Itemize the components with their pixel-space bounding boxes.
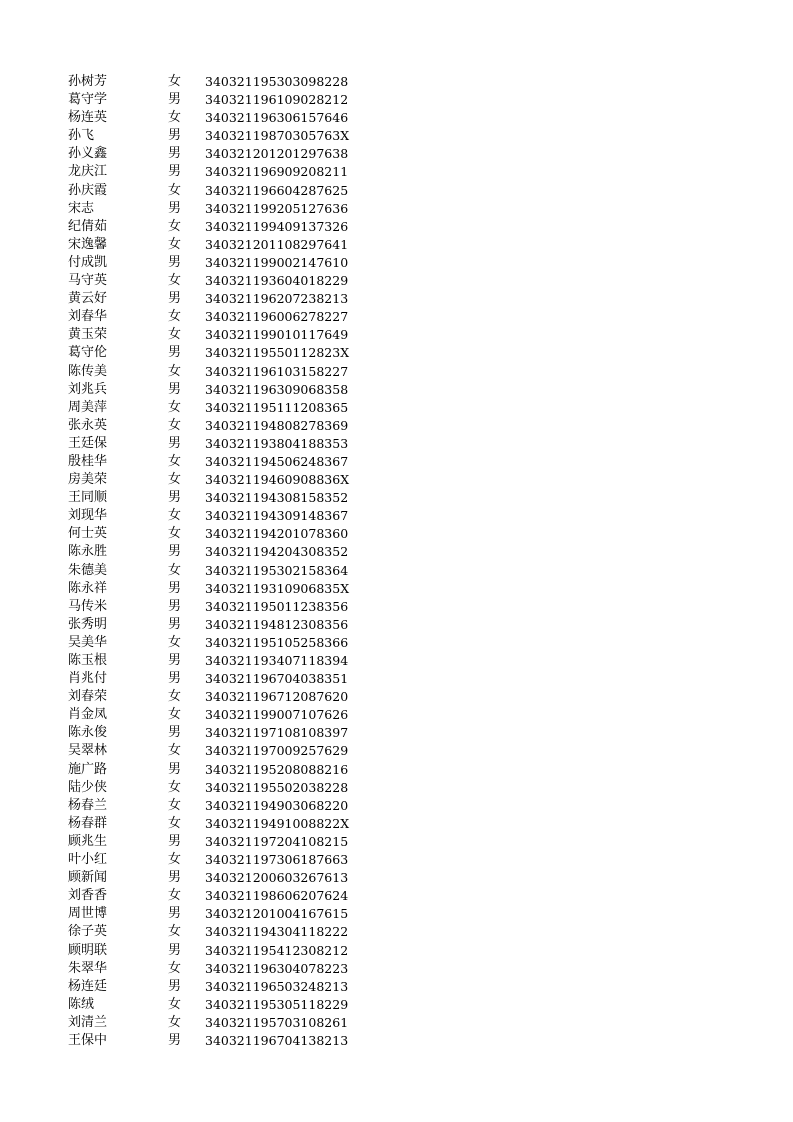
person-id-number: 340321195305118229: [205, 996, 349, 1012]
person-sex: 女: [168, 236, 182, 252]
person-sex: 女: [168, 309, 182, 325]
person-sex: 女: [168, 218, 182, 234]
list-item: [0, 236, 793, 254]
person-name: 施广路: [68, 761, 108, 777]
person-sex: 女: [168, 562, 182, 578]
person-sex: 男: [168, 200, 182, 216]
list-item: [0, 688, 793, 706]
person-id-number: 34032119870305763X: [205, 128, 350, 144]
list-item: [0, 1032, 793, 1050]
list-item: [0, 109, 793, 127]
person-id-number: 340321194308158352: [205, 490, 349, 506]
person-name: 周美萍: [68, 399, 108, 415]
person-name: 朱德美: [68, 562, 108, 578]
person-sex: 男: [168, 598, 182, 614]
person-sex: 男: [168, 381, 182, 397]
person-id-number: 340321201108297641: [205, 236, 349, 252]
person-name: 王廷保: [68, 435, 108, 451]
list-item: [0, 507, 793, 525]
person-sex: 男: [168, 725, 182, 741]
person-name: 周世博: [68, 906, 108, 922]
person-sex: 女: [168, 797, 182, 813]
person-sex: 男: [168, 616, 182, 632]
person-id-number: 340321200603267613: [205, 870, 349, 886]
list-item: [0, 543, 793, 561]
person-id-number: 340321196704038351: [205, 671, 349, 687]
person-id-number: 34032119491008822X: [205, 815, 350, 831]
person-sex: 女: [168, 815, 182, 831]
person-sex: 男: [168, 164, 182, 180]
person-name: 孙树芳: [68, 74, 108, 89]
person-name: 付成凯: [68, 254, 108, 270]
person-sex: 女: [168, 74, 182, 89]
person-sex: 女: [168, 417, 182, 433]
person-name: 陈绒: [68, 996, 95, 1012]
person-id-number: 340321199409137326: [205, 218, 349, 234]
person-name: 房美荣: [68, 472, 108, 488]
person-name: 葛守学: [68, 92, 108, 108]
list-item: [0, 435, 793, 453]
list-item: [0, 417, 793, 435]
person-id-number: 340321195412308212: [205, 942, 349, 958]
person-sex: 女: [168, 707, 182, 723]
person-id-number: 340321196309068358: [205, 381, 349, 397]
person-sex: 男: [168, 870, 182, 886]
person-name: 孙义鑫: [68, 146, 108, 162]
list-item: [0, 652, 793, 670]
list-item: [0, 869, 793, 887]
person-name: 黄云好: [68, 291, 108, 307]
person-sex: 男: [168, 490, 182, 506]
person-sex: 男: [168, 906, 182, 922]
list-item: [0, 761, 793, 779]
person-id-number: 340321197009257629: [205, 743, 349, 759]
person-sex: 女: [168, 888, 182, 904]
person-id-number: 340321194309148367: [205, 508, 349, 524]
list-item: [0, 308, 793, 326]
list-item: [0, 797, 793, 815]
list-item: [0, 326, 793, 344]
person-id-number: 340321195703108261: [205, 1014, 349, 1030]
person-name: 刘现华: [68, 508, 108, 524]
person-name: 陆少侠: [68, 779, 108, 795]
list-item: [0, 489, 793, 507]
list-item: [0, 363, 793, 381]
person-sex: 男: [168, 833, 182, 849]
person-name: 宋逸馨: [68, 236, 108, 252]
list-item: [0, 218, 793, 236]
person-sex: 女: [168, 1014, 182, 1030]
list-item: [0, 399, 793, 417]
person-id-number: 340321193407118394: [205, 653, 349, 668]
person-name: 徐子英: [68, 924, 108, 940]
name-list-sheet: [0, 73, 793, 1050]
person-id-number: 340321196604287625: [205, 182, 349, 198]
list-item: [0, 91, 793, 109]
person-name: 陈永祥: [68, 580, 108, 596]
list-item: [0, 453, 793, 471]
person-name: 马传米: [68, 598, 108, 614]
person-sex: 女: [168, 743, 182, 759]
person-sex: 女: [168, 634, 182, 650]
person-sex: 女: [168, 327, 182, 343]
person-name: 杨春兰: [68, 797, 108, 813]
person-sex: 男: [168, 978, 182, 994]
person-sex: 男: [168, 291, 182, 307]
person-sex: 女: [168, 960, 182, 976]
person-name: 孙飞: [68, 128, 95, 144]
person-id-number: 340321197108108397: [205, 725, 349, 741]
person-name: 肖兆付: [68, 671, 108, 687]
person-name: 吴翠林: [68, 743, 108, 759]
person-id-number: 340321199002147610: [205, 254, 349, 270]
list-item: [0, 127, 793, 145]
list-item: [0, 851, 793, 869]
person-name: 孙庆霞: [68, 182, 108, 198]
person-name: 刘清兰: [68, 1014, 108, 1030]
person-sex: 女: [168, 508, 182, 524]
person-name: 马守英: [68, 273, 108, 289]
person-id-number: 340321196207238213: [205, 291, 349, 307]
person-name: 张秀明: [68, 616, 108, 632]
person-sex: 男: [168, 345, 182, 361]
person-sex: 男: [168, 92, 182, 108]
person-name: 黄玉荣: [68, 327, 108, 343]
person-id-number: 340321195011238356: [205, 598, 349, 614]
person-id-number: 340321194812308356: [205, 616, 349, 632]
person-name: 殷桂华: [68, 453, 108, 469]
list-item: [0, 706, 793, 724]
person-sex: 女: [168, 689, 182, 705]
person-name: 吴美华: [68, 634, 108, 650]
person-id-number: 340321199010117649: [205, 327, 349, 343]
list-item: [0, 471, 793, 489]
list-item: [0, 923, 793, 941]
list-item: [0, 381, 793, 399]
person-name: 顾明联: [68, 942, 108, 958]
person-id-number: 340321196712087620: [205, 689, 349, 705]
person-sex: 女: [168, 526, 182, 542]
list-item: [0, 724, 793, 742]
person-id-number: 340321193804188353: [205, 435, 349, 451]
person-name: 王同顺: [68, 490, 108, 506]
person-id-number: 340321196503248213: [205, 978, 349, 994]
person-id-number: 340321194201078360: [205, 526, 349, 542]
person-name: 陈玉根: [68, 653, 108, 668]
person-id-number: 340321196103158227: [205, 363, 349, 379]
person-id-number: 340321196704138213: [205, 1032, 349, 1048]
list-item: [0, 670, 793, 688]
person-id-number: 340321196909208211: [205, 164, 349, 180]
person-name: 张永英: [68, 417, 108, 433]
person-id-number: 340321195502038228: [205, 779, 349, 795]
person-id-number: 340321196304078223: [205, 960, 349, 976]
person-id-number: 340321197204108215: [205, 833, 349, 849]
person-sex: 男: [168, 761, 182, 777]
person-name: 陈永胜: [68, 544, 108, 560]
list-item: [0, 290, 793, 308]
list-item: [0, 960, 793, 978]
person-id-number: 340321196006278227: [205, 309, 349, 325]
person-name: 杨连英: [68, 110, 108, 126]
list-item: [0, 580, 793, 598]
person-sex: 男: [168, 671, 182, 687]
person-id-number: 340321194903068220: [205, 797, 349, 813]
person-sex: 女: [168, 273, 182, 289]
person-name: 宋志: [68, 200, 95, 216]
person-id-number: 34032119460908836X: [205, 472, 350, 488]
person-name: 朱翠华: [68, 960, 108, 976]
person-name: 刘香香: [68, 888, 108, 904]
person-sex: 女: [168, 924, 182, 940]
person-id-number: 340321196109028212: [205, 92, 349, 108]
person-sex: 女: [168, 779, 182, 795]
person-sex: 女: [168, 472, 182, 488]
person-name: 顾新闻: [68, 870, 108, 886]
person-name: 纪倩茹: [68, 218, 108, 234]
person-sex: 男: [168, 435, 182, 451]
person-name: 王保中: [68, 1032, 108, 1048]
person-name: 葛守伦: [68, 345, 108, 361]
person-name: 陈永俊: [68, 725, 108, 741]
person-id-number: 340321195303098228: [205, 74, 349, 89]
list-item: [0, 616, 793, 634]
list-item: [0, 833, 793, 851]
list-item: [0, 525, 793, 543]
list-item: [0, 1014, 793, 1032]
person-id-number: 340321193604018229: [205, 273, 349, 289]
person-name: 刘春华: [68, 309, 108, 325]
person-id-number: 340321195105258366: [205, 634, 349, 650]
person-id-number: 340321194808278369: [205, 417, 349, 433]
person-id-number: 34032119550112823X: [205, 345, 350, 361]
person-sex: 男: [168, 128, 182, 144]
person-id-number: 340321194204308352: [205, 544, 349, 560]
person-name: 刘兆兵: [68, 381, 108, 397]
person-sex: 男: [168, 254, 182, 270]
person-name: 刘春荣: [68, 689, 108, 705]
person-id-number: 340321199007107626: [205, 707, 349, 723]
person-id-number: 340321195208088216: [205, 761, 349, 777]
person-sex: 男: [168, 653, 182, 668]
list-item: [0, 182, 793, 200]
person-sex: 男: [168, 580, 182, 596]
person-id-number: 340321197306187663: [205, 852, 349, 868]
person-id-number: 340321195111208365: [205, 399, 349, 415]
list-item: [0, 254, 793, 272]
list-item: [0, 73, 793, 91]
list-item: [0, 887, 793, 905]
person-name: 顾兆生: [68, 833, 108, 849]
list-item: [0, 598, 793, 616]
person-sex: 女: [168, 110, 182, 126]
list-item: [0, 996, 793, 1014]
list-item: [0, 344, 793, 362]
list-item: [0, 942, 793, 960]
list-item: [0, 163, 793, 181]
person-sex: 女: [168, 399, 182, 415]
list-item: [0, 905, 793, 923]
list-item: [0, 634, 793, 652]
list-item: [0, 562, 793, 580]
list-item: [0, 978, 793, 996]
person-id-number: 340321201201297638: [205, 146, 349, 162]
person-sex: 女: [168, 996, 182, 1012]
person-id-number: 340321194506248367: [205, 453, 349, 469]
person-id-number: 340321198606207624: [205, 888, 349, 904]
person-name: 叶小红: [68, 852, 108, 868]
person-sex: 女: [168, 363, 182, 379]
person-sex: 男: [168, 544, 182, 560]
person-name: 龙庆江: [68, 164, 108, 180]
person-id-number: 340321201004167615: [205, 906, 349, 922]
person-name: 何士英: [68, 526, 108, 542]
list-item: [0, 779, 793, 797]
person-name: 陈传美: [68, 363, 108, 379]
person-id-number: 34032119310906835X: [205, 580, 350, 596]
person-name: 杨连廷: [68, 978, 108, 994]
list-item: [0, 200, 793, 218]
person-id-number: 340321199205127636: [205, 200, 349, 216]
person-sex: 男: [168, 146, 182, 162]
list-item: [0, 272, 793, 290]
person-id-number: 340321194304118222: [205, 924, 349, 940]
list-item: [0, 145, 793, 163]
person-sex: 男: [168, 1032, 182, 1048]
person-id-number: 340321196306157646: [205, 110, 349, 126]
person-sex: 女: [168, 852, 182, 868]
list-item: [0, 815, 793, 833]
person-sex: 女: [168, 453, 182, 469]
person-name: 杨春群: [68, 815, 108, 831]
person-name: 肖金凤: [68, 707, 108, 723]
list-item: [0, 742, 793, 760]
person-sex: 女: [168, 182, 182, 198]
person-sex: 男: [168, 942, 182, 958]
person-id-number: 340321195302158364: [205, 562, 349, 578]
